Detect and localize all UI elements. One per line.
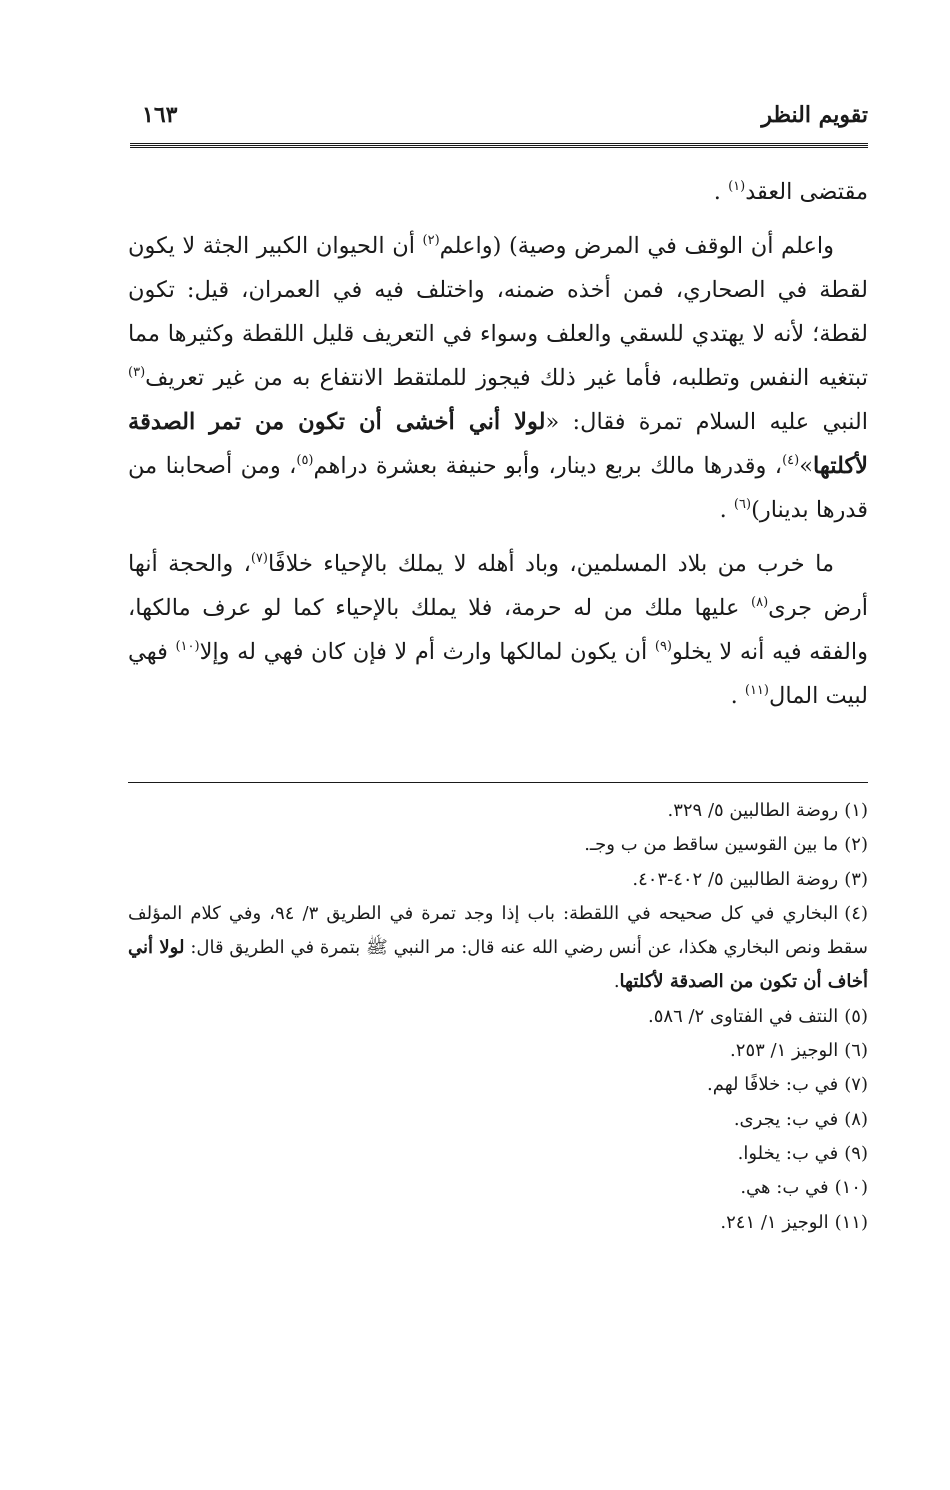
footnote-9 <box>128 1137 868 1171</box>
footnote-ref-4: (٤) <box>782 453 800 468</box>
footnote-text: الوجيز ١/ ٢٤١. <box>720 1211 829 1233</box>
page-header <box>130 98 868 138</box>
footnote-text: . <box>613 971 620 993</box>
footnote-text: في ب: يخلوا. <box>737 1142 839 1164</box>
paragraph-2 <box>128 224 868 532</box>
footnote-number: (٣) <box>844 868 868 890</box>
text-run: عليها ملك من له حرمة، فلا يملك بالإحياء كما لو عرف مالكها، والفقه فيه أنه لا يخلو <box>128 595 868 665</box>
text-run: واعلم أن الوقف في المرض وصية) (واعلم <box>439 233 834 259</box>
text-run: . <box>719 497 734 523</box>
footnote-text: البخاري في كل صحيحه في اللقطة: باب إذا وجد تمرة في الطريق ٣/ ٩٤، وفي كلام المؤلف سقط ونص البخاري هكذا، عن أنس رضي الله عنه قال: مر النبي ﷺ بتمرة في الطريق قال: <box>128 902 868 959</box>
page-number: ١٦٣ <box>142 102 178 128</box>
footnote-number: (٥) <box>844 1005 868 1027</box>
text-run: ، ومن أصحابنا من قدرها بدينار) <box>128 453 868 523</box>
text-run: أن الحيوان الكبير الجثة لا يكون لقطة في الصحاري، فمن أخذه ضمنه، واختلف فيه في العمران، قيل: تكون لقطة؛ لأنه لا يهتدي للسقي والعلف وسواء في التعريف قليل اللقطة وكثيرها مما تبتغيه النفس وتطلبه، فأما غير ذلك فيجوز للملتقط الانتفاع به من غير تعريف <box>128 233 868 391</box>
text-run: ، وقدرها مالك بربع دينار، وأبو حنيفة بعشرة دراهم <box>313 453 783 479</box>
footnote-ref-11: (١١) <box>744 683 769 698</box>
footnote-ref-8: (٨) <box>751 595 769 610</box>
footnotes <box>128 794 868 1240</box>
footnote-7 <box>128 1068 868 1102</box>
text-run: مقتضى العقد <box>745 179 868 205</box>
footnote-text: روضة الطالبين ٥/ ٤٠٢-٤٠٣. <box>632 868 839 890</box>
footnote-11 <box>128 1206 868 1240</box>
footnote-separator <box>128 782 868 783</box>
footnote-hadith-quote: لولا أني أخاف أن تكون من الصدقة لأكلتها <box>128 937 868 993</box>
text-run: ، والحجة أنها أرض جرى <box>128 551 868 621</box>
footnote-text: في ب: يجرى. <box>733 1108 839 1130</box>
footnote-number: (٤) <box>844 902 868 924</box>
footnote-10 <box>128 1171 868 1205</box>
footnote-ref-10: (١٠) <box>175 639 200 654</box>
hadith-quote: لولا أني أخشى أن تكون من تمر الصدقة لأكلتها <box>128 409 868 479</box>
text-run: فهي لبيت المال <box>128 639 868 709</box>
footnote-number: (١١) <box>834 1211 868 1233</box>
footnote-text: النتف في الفتاوى ٢/ ٥٨٦. <box>648 1005 839 1027</box>
footnote-ref-7: (٧) <box>250 551 268 566</box>
footnote-number: (١) <box>844 800 868 821</box>
text-run: » <box>799 453 813 479</box>
footnote-6 <box>128 1034 868 1068</box>
footnote-text: روضة الطالبين ٥/ ٣٢٩. <box>667 800 839 821</box>
footnote-ref-2: (٢) <box>422 233 440 248</box>
footnote-ref-6: (٦) <box>733 497 752 512</box>
footnote-text: الوجيز ١/ ٢٥٣. <box>730 1040 839 1062</box>
footnote-5 <box>128 1000 868 1034</box>
footnote-number: (٧) <box>844 1074 868 1096</box>
text-run: . <box>730 683 745 709</box>
footnote-ref-9: (٩) <box>654 639 672 654</box>
footnote-text: في ب: خلافًا لهم. <box>707 1074 839 1096</box>
footnote-ref-1: (١) <box>728 179 746 194</box>
footnote-text: ما بين القوسين ساقط من ب وجـ. <box>584 834 839 856</box>
running-title: تقويم النظر <box>761 102 868 128</box>
paragraph-3 <box>128 542 868 718</box>
paragraph-1 <box>128 170 868 214</box>
footnote-1 <box>128 794 868 828</box>
footnote-text: في ب: هي. <box>740 1177 829 1199</box>
footnote-8 <box>128 1103 868 1137</box>
footnote-number: (٩) <box>844 1142 868 1164</box>
main-text <box>128 170 868 718</box>
footnote-ref-5: (٥) <box>296 453 314 468</box>
text-run: ما خرب من بلاد المسلمين، وباد أهله لا يملك بالإحياء خلافًا <box>267 551 834 577</box>
header-rule <box>130 143 868 148</box>
text-run: . <box>713 179 729 205</box>
footnote-ref-3: (٣) <box>128 365 146 380</box>
footnote-number: (٦) <box>844 1040 868 1062</box>
footnote-number: (٨) <box>844 1108 868 1130</box>
footnote-3 <box>128 863 868 897</box>
footnote-number: (٢) <box>844 834 868 856</box>
footnote-number: (١٠) <box>834 1177 868 1199</box>
text-run: النبي عليه السلام تمرة فقال: « <box>545 409 868 435</box>
text-run: أن يكون لمالكها وارث أم لا فإن كان فهي له وإلا <box>199 639 655 665</box>
footnote-4 <box>128 897 868 1000</box>
footnote-2 <box>128 828 868 862</box>
